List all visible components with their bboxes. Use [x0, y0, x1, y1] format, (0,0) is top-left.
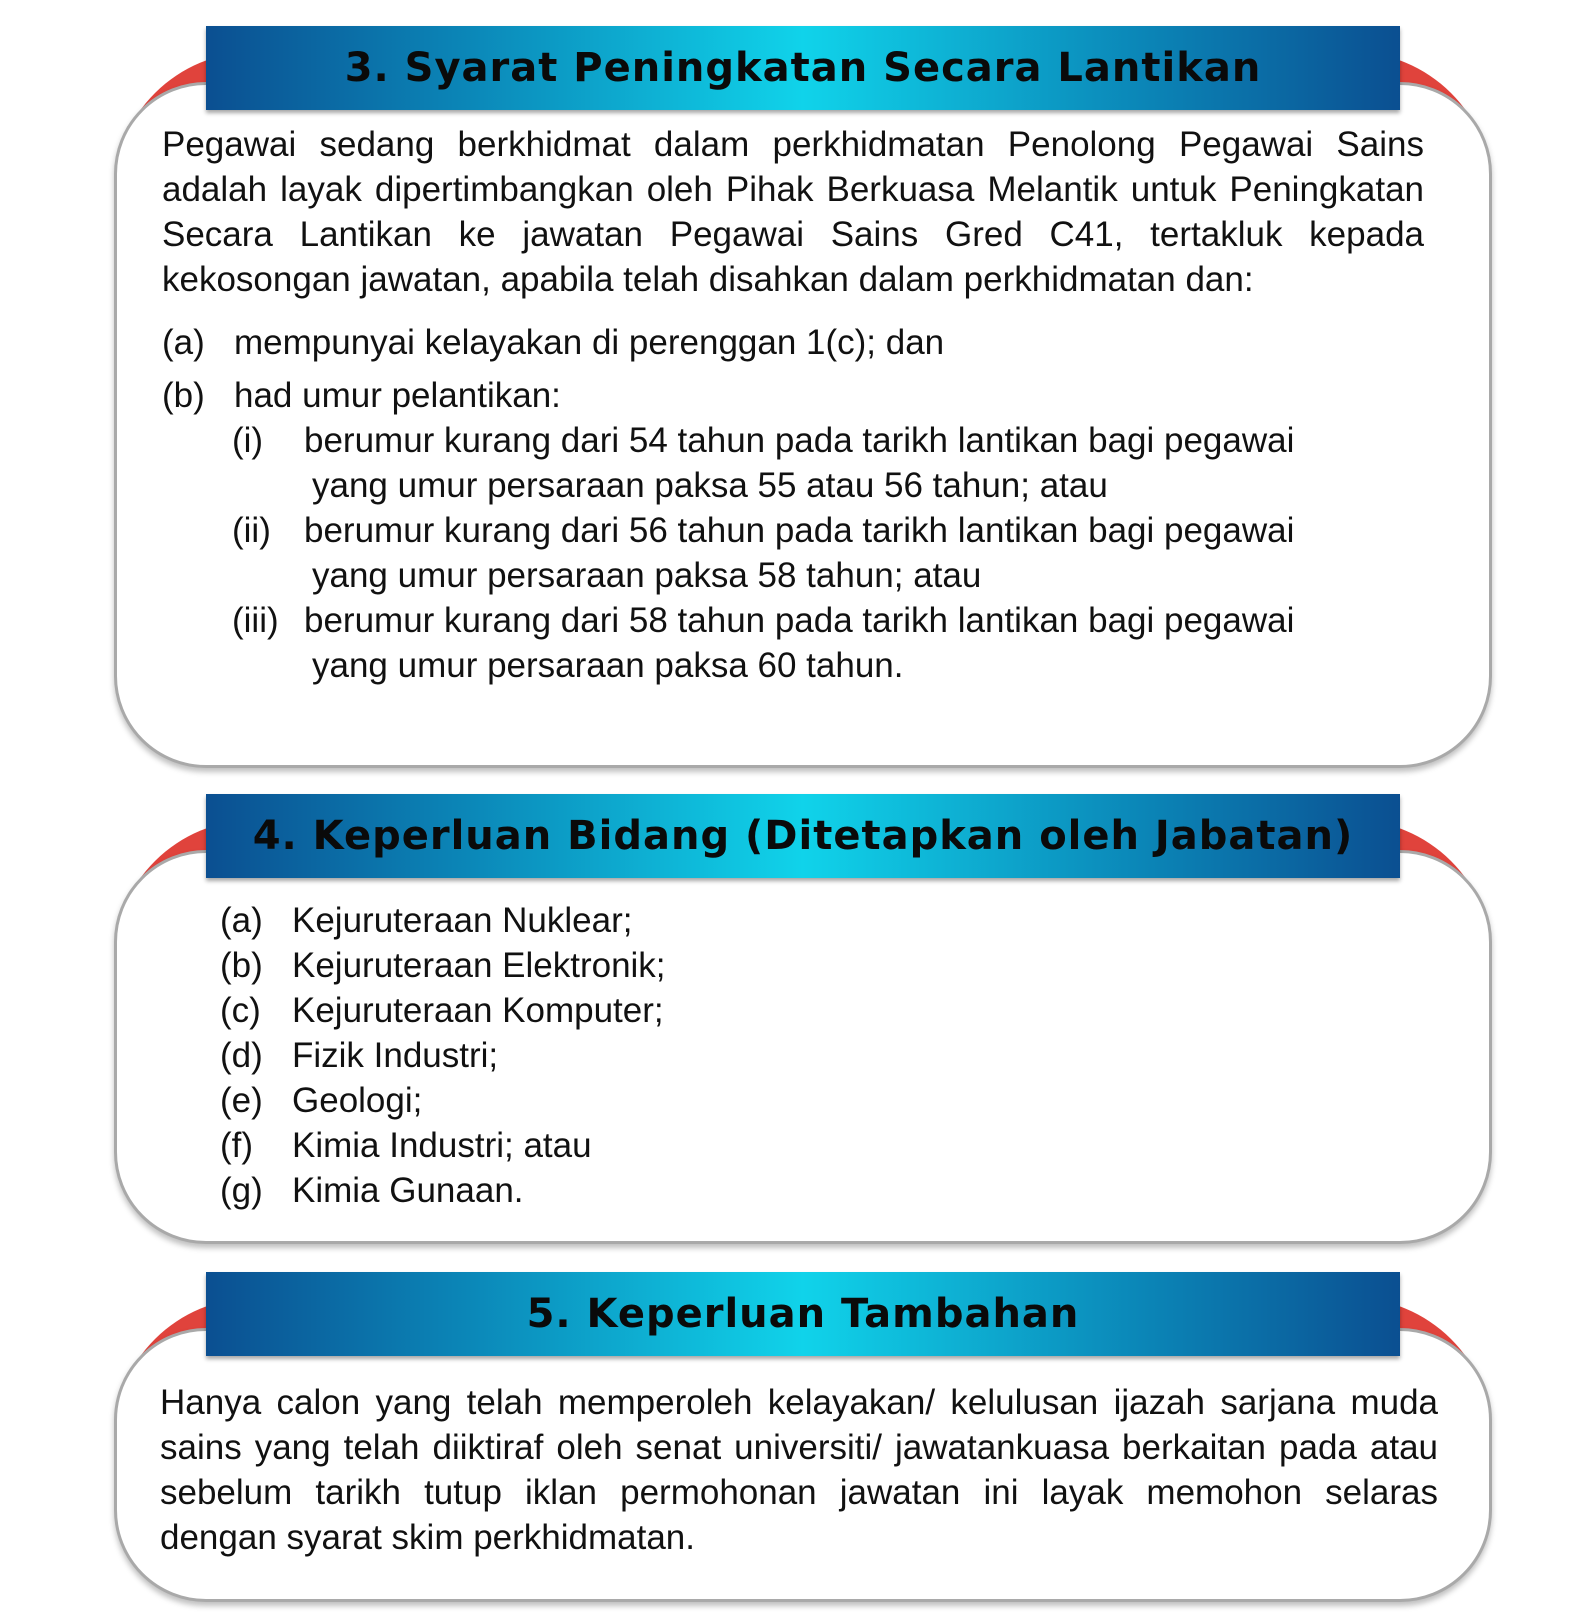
sub-list-item-line2: yang umur persaraan paksa 55 atau 56 tahun; atau [312, 466, 1108, 505]
list-item-label: (b) [220, 946, 263, 985]
list-item [220, 1123, 1120, 1168]
list-item-label: (a) [220, 901, 263, 940]
section-3-content [162, 122, 1424, 688]
sub-list-item-line1: berumur kurang dari 56 tahun pada tarikh lantikan bagi pegawai [304, 511, 1295, 550]
list-item-label: (b) [162, 376, 205, 415]
list-item-label: (d) [220, 1036, 263, 1075]
list-item-a [162, 320, 1424, 365]
list-item-text: Kejuruteraan Nuklear; [292, 901, 633, 940]
section-5-content [160, 1380, 1438, 1560]
sub-list-item-line2: yang umur persaraan paksa 60 tahun. [312, 646, 904, 685]
sub-list-item-iii [232, 598, 1424, 688]
section-4 [114, 794, 1492, 1244]
sub-list-item-line2: yang umur persaraan paksa 58 tahun; atau [312, 556, 982, 595]
sub-list-item-i [232, 418, 1424, 508]
list-item-label: (a) [162, 323, 205, 362]
section-5-title: 5. Keperluan Tambahan [206, 1272, 1400, 1356]
list-item-label: (f) [220, 1126, 254, 1165]
list-item-text: Fizik Industri; [292, 1036, 499, 1075]
list-item-text: Kimia Gunaan. [292, 1171, 524, 1210]
list-item [220, 1078, 1120, 1123]
section-3 [114, 26, 1492, 768]
list-item-text: Kimia Industri; atau [292, 1126, 592, 1165]
list-item-b [162, 373, 1424, 418]
list-item-text: Geologi; [292, 1081, 423, 1120]
list-item [220, 1168, 1120, 1213]
sub-list-item-label: (iii) [232, 601, 279, 640]
list-item-text: mempunyai kelayakan di perenggan 1(c); dan [234, 323, 945, 362]
list-item [220, 898, 1120, 943]
section-5-body: Hanya calon yang telah memperoleh kelayakan/ kelulusan ijazah sarjana muda sains yang telah diiktiraf oleh senat universiti/ jawatankuasa berkaitan pada atau sebelum tarikh tutup iklan permohonan jawatan ini layak memohon selaras dengan syarat skim perkhidmatan. [160, 1383, 1438, 1557]
section-3-title: 3. Syarat Peningkatan Secara Lantikan [206, 26, 1400, 110]
sub-list-item-label: (i) [232, 421, 264, 460]
section-4-title: 4. Keperluan Bidang (Ditetapkan oleh Jabatan) [206, 794, 1400, 878]
section-5 [114, 1272, 1492, 1602]
list-item-label: (g) [220, 1171, 263, 1210]
sub-list-item-line1: berumur kurang dari 58 tahun pada tarikh lantikan bagi pegawai [304, 601, 1295, 640]
list-item [220, 1033, 1120, 1078]
sub-list-item-line1: berumur kurang dari 54 tahun pada tarikh lantikan bagi pegawai [304, 421, 1295, 460]
list-item [220, 943, 1120, 988]
sub-list [232, 418, 1424, 688]
section-3-intro: Pegawai sedang berkhidmat dalam perkhidmatan Penolong Pegawai Sains adalah layak dipertimbangkan oleh Pihak Berkuasa Melantik untuk Peningkatan Secara Lantikan ke jawatan Pegawai Sains Gred C41, tertakluk kepada kekosongan jawatan, apabila telah disahkan dalam perkhidmatan dan: [162, 125, 1424, 299]
section-4-list [220, 898, 1120, 1213]
list-item-label: (e) [220, 1081, 263, 1120]
list-item-label: (c) [220, 991, 261, 1030]
list-item-text: Kejuruteraan Komputer; [292, 991, 664, 1030]
sub-list-item-ii [232, 508, 1424, 598]
list-item-text: had umur pelantikan: [234, 376, 561, 415]
sub-list-item-label: (ii) [232, 511, 271, 550]
list-item-text: Kejuruteraan Elektronik; [292, 946, 666, 985]
list-item [220, 988, 1120, 1033]
